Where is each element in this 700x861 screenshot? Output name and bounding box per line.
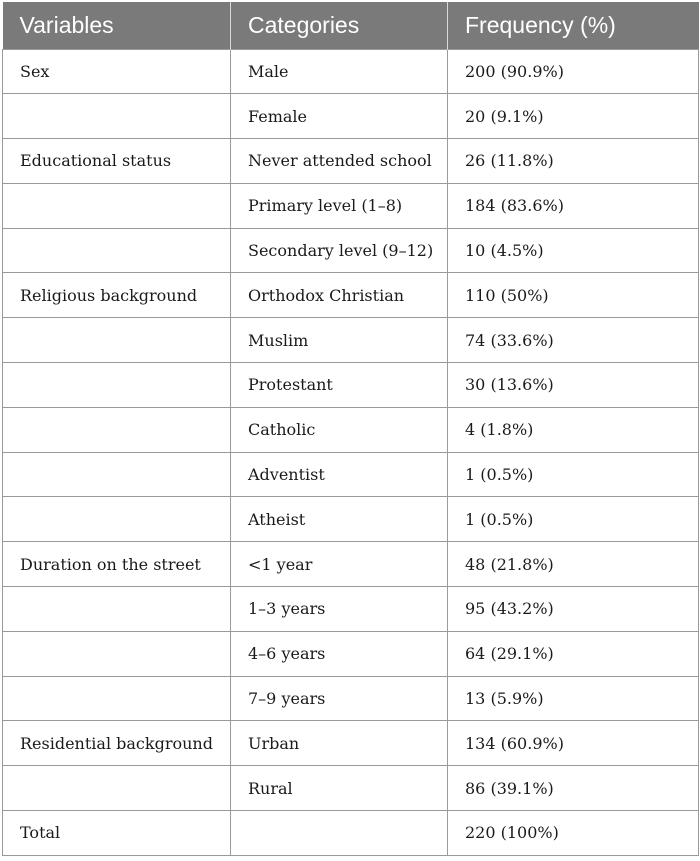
category-cell: Orthodox Christian [231,273,448,318]
category-cell: Never attended school [231,139,448,184]
table-body [3,49,699,855]
frequency-cell: 64 (29.1%) [448,631,699,676]
variable-cell [3,363,231,408]
table-row [3,766,699,811]
category-cell: Urban [231,721,448,766]
variable-cell [3,452,231,497]
table-row [3,363,699,408]
frequency-cell: 86 (39.1%) [448,766,699,811]
category-cell: Protestant [231,363,448,408]
header-variables: Variables [3,2,231,49]
table-row [3,318,699,363]
table-row [3,497,699,542]
category-cell: 4–6 years [231,631,448,676]
table-row [3,631,699,676]
frequency-cell: 4 (1.8%) [448,407,699,452]
frequency-cell: 200 (90.9%) [448,49,699,94]
table-row [3,587,699,632]
table-row [3,721,699,766]
frequency-table [2,2,699,856]
category-cell: 7–9 years [231,676,448,721]
frequency-cell: 1 (0.5%) [448,497,699,542]
category-cell: Primary level (1–8) [231,183,448,228]
table-row [3,139,699,184]
variable-cell: Duration on the street [3,542,231,587]
table-row [3,183,699,228]
table-header [3,2,699,49]
variable-cell: Sex [3,49,231,94]
table-row [3,811,699,856]
frequency-cell: 220 (100%) [448,811,699,856]
table-row [3,228,699,273]
category-cell: Atheist [231,497,448,542]
frequency-cell: 20 (9.1%) [448,94,699,139]
variable-cell [3,587,231,632]
frequency-cell: 74 (33.6%) [448,318,699,363]
variable-cell [3,631,231,676]
variable-cell [3,94,231,139]
category-cell: Rural [231,766,448,811]
frequency-cell: 110 (50%) [448,273,699,318]
category-cell: <1 year [231,542,448,587]
variable-cell: Total [3,811,231,856]
category-cell: Muslim [231,318,448,363]
frequency-cell: 134 (60.9%) [448,721,699,766]
variable-cell [3,497,231,542]
frequency-cell: 184 (83.6%) [448,183,699,228]
table-row [3,49,699,94]
frequency-cell: 13 (5.9%) [448,676,699,721]
header-categories: Categories [231,2,448,49]
table-row [3,273,699,318]
variable-cell [3,228,231,273]
frequency-cell: 30 (13.6%) [448,363,699,408]
variable-cell: Residential background [3,721,231,766]
category-cell: Female [231,94,448,139]
table-row [3,407,699,452]
variable-cell [3,318,231,363]
table-row [3,94,699,139]
variable-cell [3,676,231,721]
frequency-cell: 1 (0.5%) [448,452,699,497]
table-row [3,542,699,587]
category-cell: Catholic [231,407,448,452]
category-cell: 1–3 years [231,587,448,632]
frequency-cell: 26 (11.8%) [448,139,699,184]
frequency-cell: 95 (43.2%) [448,587,699,632]
table-row [3,452,699,497]
category-cell: Male [231,49,448,94]
variable-cell [3,407,231,452]
variable-cell [3,766,231,811]
frequency-cell: 10 (4.5%) [448,228,699,273]
header-row [3,2,699,49]
variable-cell: Educational status [3,139,231,184]
header-frequency: Frequency (%) [465,11,616,38]
frequency-cell: 48 (21.8%) [448,542,699,587]
category-cell [231,811,448,856]
table-row [3,676,699,721]
category-cell: Adventist [231,452,448,497]
category-cell: Secondary level (9–12) [231,228,448,273]
variable-cell [3,183,231,228]
variable-cell: Religious background [3,273,231,318]
